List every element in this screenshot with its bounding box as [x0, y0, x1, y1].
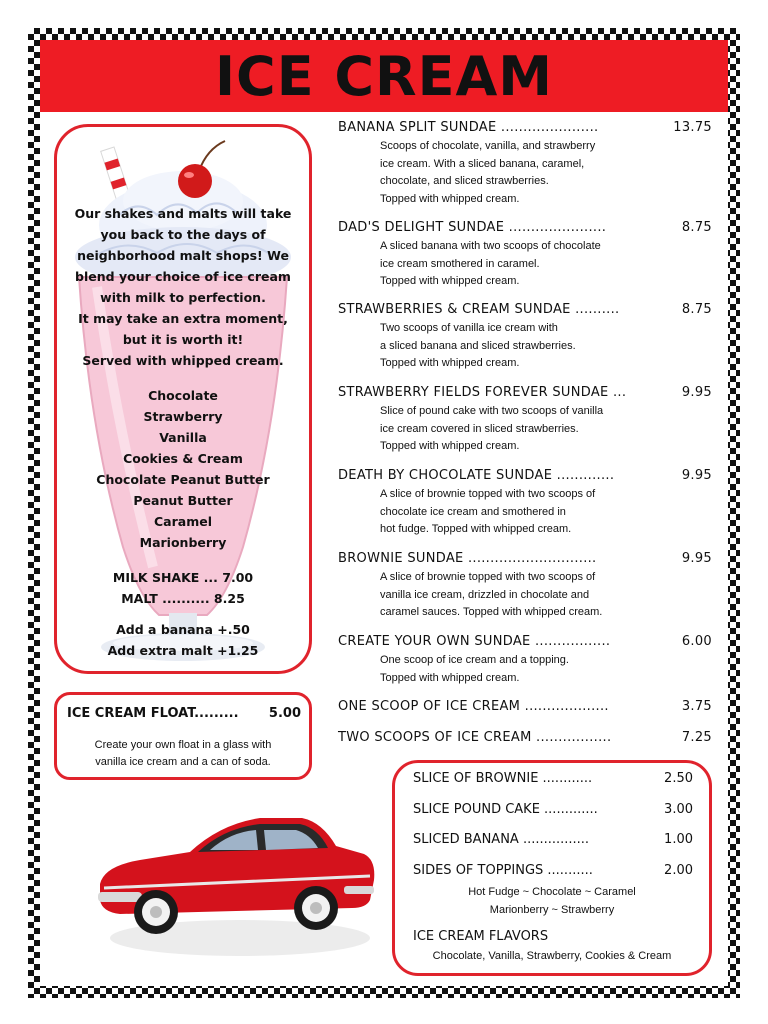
ice-cream-flavors-list: Chocolate, Vanilla, Strawberry, Cookies & Cream: [432, 950, 672, 962]
side-name: SLICED BANANA ................: [413, 832, 590, 847]
desc-line: Two scoops of vanilla ice cream with: [380, 322, 558, 334]
desc-line: Scoops of chocolate, vanilla, and strawberry: [380, 140, 596, 152]
intro-line: blend your choice of ice cream: [75, 269, 291, 284]
desc-line: chocolate, and sliced strawberries.: [380, 175, 549, 187]
item-name: BROWNIE SUNDAE .............................: [338, 551, 597, 566]
desc-line: Create your own float in a glass with: [94, 739, 272, 751]
menu-item-strawberries-cream: [338, 302, 714, 317]
flavor-item: Vanilla: [159, 430, 207, 445]
page-title: ICE CREAM: [214, 44, 554, 108]
side-price: 2.00: [664, 863, 693, 878]
intro-line: you back to the days of: [100, 227, 266, 242]
item-price: 8.75: [681, 220, 712, 235]
shake-intro: [57, 203, 309, 371]
intro-line: Served with whipped cream.: [82, 353, 284, 368]
intro-line: Our shakes and malts will take: [74, 206, 292, 221]
shake-addons: [57, 619, 309, 661]
menu-item-death-by-chocolate: [338, 468, 714, 483]
item-description: [380, 569, 680, 622]
desc-line: A slice of brownie topped with two scoops of: [380, 571, 596, 583]
desc-line: Topped with whipped cream.: [380, 275, 520, 287]
menu-item-strawberry-fields: [338, 385, 714, 400]
item-name: BANANA SPLIT SUNDAE ......................: [338, 120, 599, 135]
item-description: [380, 138, 680, 208]
flavor-item: Strawberry: [143, 409, 223, 424]
toppings-line: Hot Fudge ~ Chocolate ~ Caramel: [468, 886, 636, 898]
ice-cream-flavors-heading: ICE CREAM FLAVORS: [413, 929, 549, 944]
item-price: 9.95: [681, 385, 712, 400]
milkshake-panel: [54, 124, 312, 674]
menu-item-create-your-own: [338, 634, 714, 649]
side-item-pound-cake: [413, 802, 693, 817]
item-name: DAD'S DELIGHT SUNDAE ......................: [338, 220, 607, 235]
desc-line: A sliced banana with two scoops of chocolate: [380, 240, 601, 252]
desc-line: caramel sauces. Topped with whipped cream.: [380, 606, 603, 618]
float-heading: [67, 706, 301, 721]
item-description: [380, 403, 680, 456]
classic-car-illustration: [90, 788, 380, 968]
item-price: 13.75: [673, 120, 712, 135]
side-item-banana: [413, 832, 693, 847]
item-price: 3.75: [681, 699, 712, 714]
intro-line: neighborhood malt shops! We: [77, 248, 289, 263]
menu-item-two-scoops: [338, 730, 714, 745]
side-price: 2.50: [664, 771, 693, 786]
desc-line: Topped with whipped cream.: [380, 671, 520, 684]
flavor-item: Cookies & Cream: [123, 451, 243, 466]
shake-text-block: [57, 203, 309, 661]
intro-line: with milk to perfection.: [100, 290, 266, 305]
addon-malt: Add extra malt +1.25: [107, 643, 259, 658]
item-name: TWO SCOOPS OF ICE CREAM .................: [338, 730, 612, 745]
item-price: 9.95: [681, 551, 712, 566]
desc-line: A slice of brownie topped with two scoops of: [380, 488, 596, 500]
shake-prices: [57, 567, 309, 609]
side-name: SLICE POUND CAKE .............: [413, 802, 598, 817]
milk-shake-price: MILK SHAKE ... 7.00: [112, 570, 254, 585]
side-name: SIDES OF TOPPINGS ...........: [413, 863, 593, 878]
menu-item-one-scoop: [338, 699, 714, 714]
flavor-item: Peanut Butter: [133, 493, 233, 508]
item-name: STRAWBERRY FIELDS FOREVER SUNDAE ...: [338, 385, 627, 400]
item-price: 9.95: [681, 468, 712, 483]
desc-line: ice cream smothered in caramel.: [380, 257, 540, 270]
side-item-brownie: [413, 771, 693, 786]
desc-line: Topped with whipped cream.: [380, 440, 520, 452]
item-description: [380, 320, 680, 373]
item-name: CREATE YOUR OWN SUNDAE .................: [338, 634, 611, 649]
desc-line: Slice of pound cake with two scoops of vanilla: [380, 405, 604, 417]
menu-item-banana-split: [338, 120, 714, 135]
malt-price: MALT .......... 8.25: [121, 591, 245, 606]
item-name: STRAWBERRIES & CREAM SUNDAE ..........: [338, 302, 620, 317]
sides-box: [392, 760, 712, 976]
toppings-line: Marionberry ~ Strawberry: [489, 904, 615, 916]
side-price: 3.00: [664, 802, 693, 817]
desc-line: ice cream covered in sliced strawberries.: [380, 422, 579, 435]
item-name: ONE SCOOP OF ICE CREAM ...................: [338, 699, 609, 714]
ice-cream-float-box: [54, 692, 312, 780]
desc-line: One scoop of ice cream and a topping.: [380, 654, 569, 666]
shake-flavors: [57, 385, 309, 553]
flavor-item: Chocolate: [148, 388, 218, 403]
item-description: [380, 652, 680, 687]
intro-line: It may take an extra moment,: [78, 311, 288, 326]
desc-line: chocolate ice cream and smothered in: [380, 505, 566, 518]
desc-line: vanilla ice cream, drizzled in chocolate and: [380, 588, 590, 601]
side-price: 1.00: [664, 832, 693, 847]
item-description: [380, 486, 680, 539]
flavor-item: Chocolate Peanut Butter: [96, 472, 270, 487]
side-item-toppings: [413, 863, 693, 878]
intro-line: but it is worth it!: [122, 332, 244, 347]
side-name: SLICE OF BROWNIE ............: [413, 771, 593, 786]
desc-line: a sliced banana and sliced strawberries.: [380, 339, 576, 352]
toppings-list: [395, 883, 709, 919]
flavor-item: Marionberry: [139, 535, 227, 550]
item-price: 8.75: [681, 302, 712, 317]
title-banner: [40, 40, 728, 112]
flavor-item: Caramel: [154, 514, 212, 529]
item-price: 7.25: [681, 730, 712, 745]
float-description: [57, 737, 309, 771]
menu-item-dads-delight: [338, 220, 714, 235]
float-name: ICE CREAM FLOAT.........: [67, 706, 239, 721]
desc-line: Topped with whipped cream.: [380, 357, 520, 369]
addon-banana: Add a banana +.50: [116, 622, 250, 637]
float-price: 5.00: [268, 706, 301, 721]
desc-line: ice cream. With a sliced banana, caramel,: [380, 157, 585, 170]
item-price: 6.00: [681, 634, 712, 649]
item-description: [380, 238, 680, 291]
desc-line: hot fudge. Topped with whipped cream.: [380, 523, 572, 535]
menu-item-brownie-sundae: [338, 551, 714, 566]
item-name: DEATH BY CHOCOLATE SUNDAE .............: [338, 468, 615, 483]
desc-line: vanilla ice cream and a can of soda.: [95, 756, 271, 768]
desc-line: Topped with whipped cream.: [380, 192, 520, 205]
